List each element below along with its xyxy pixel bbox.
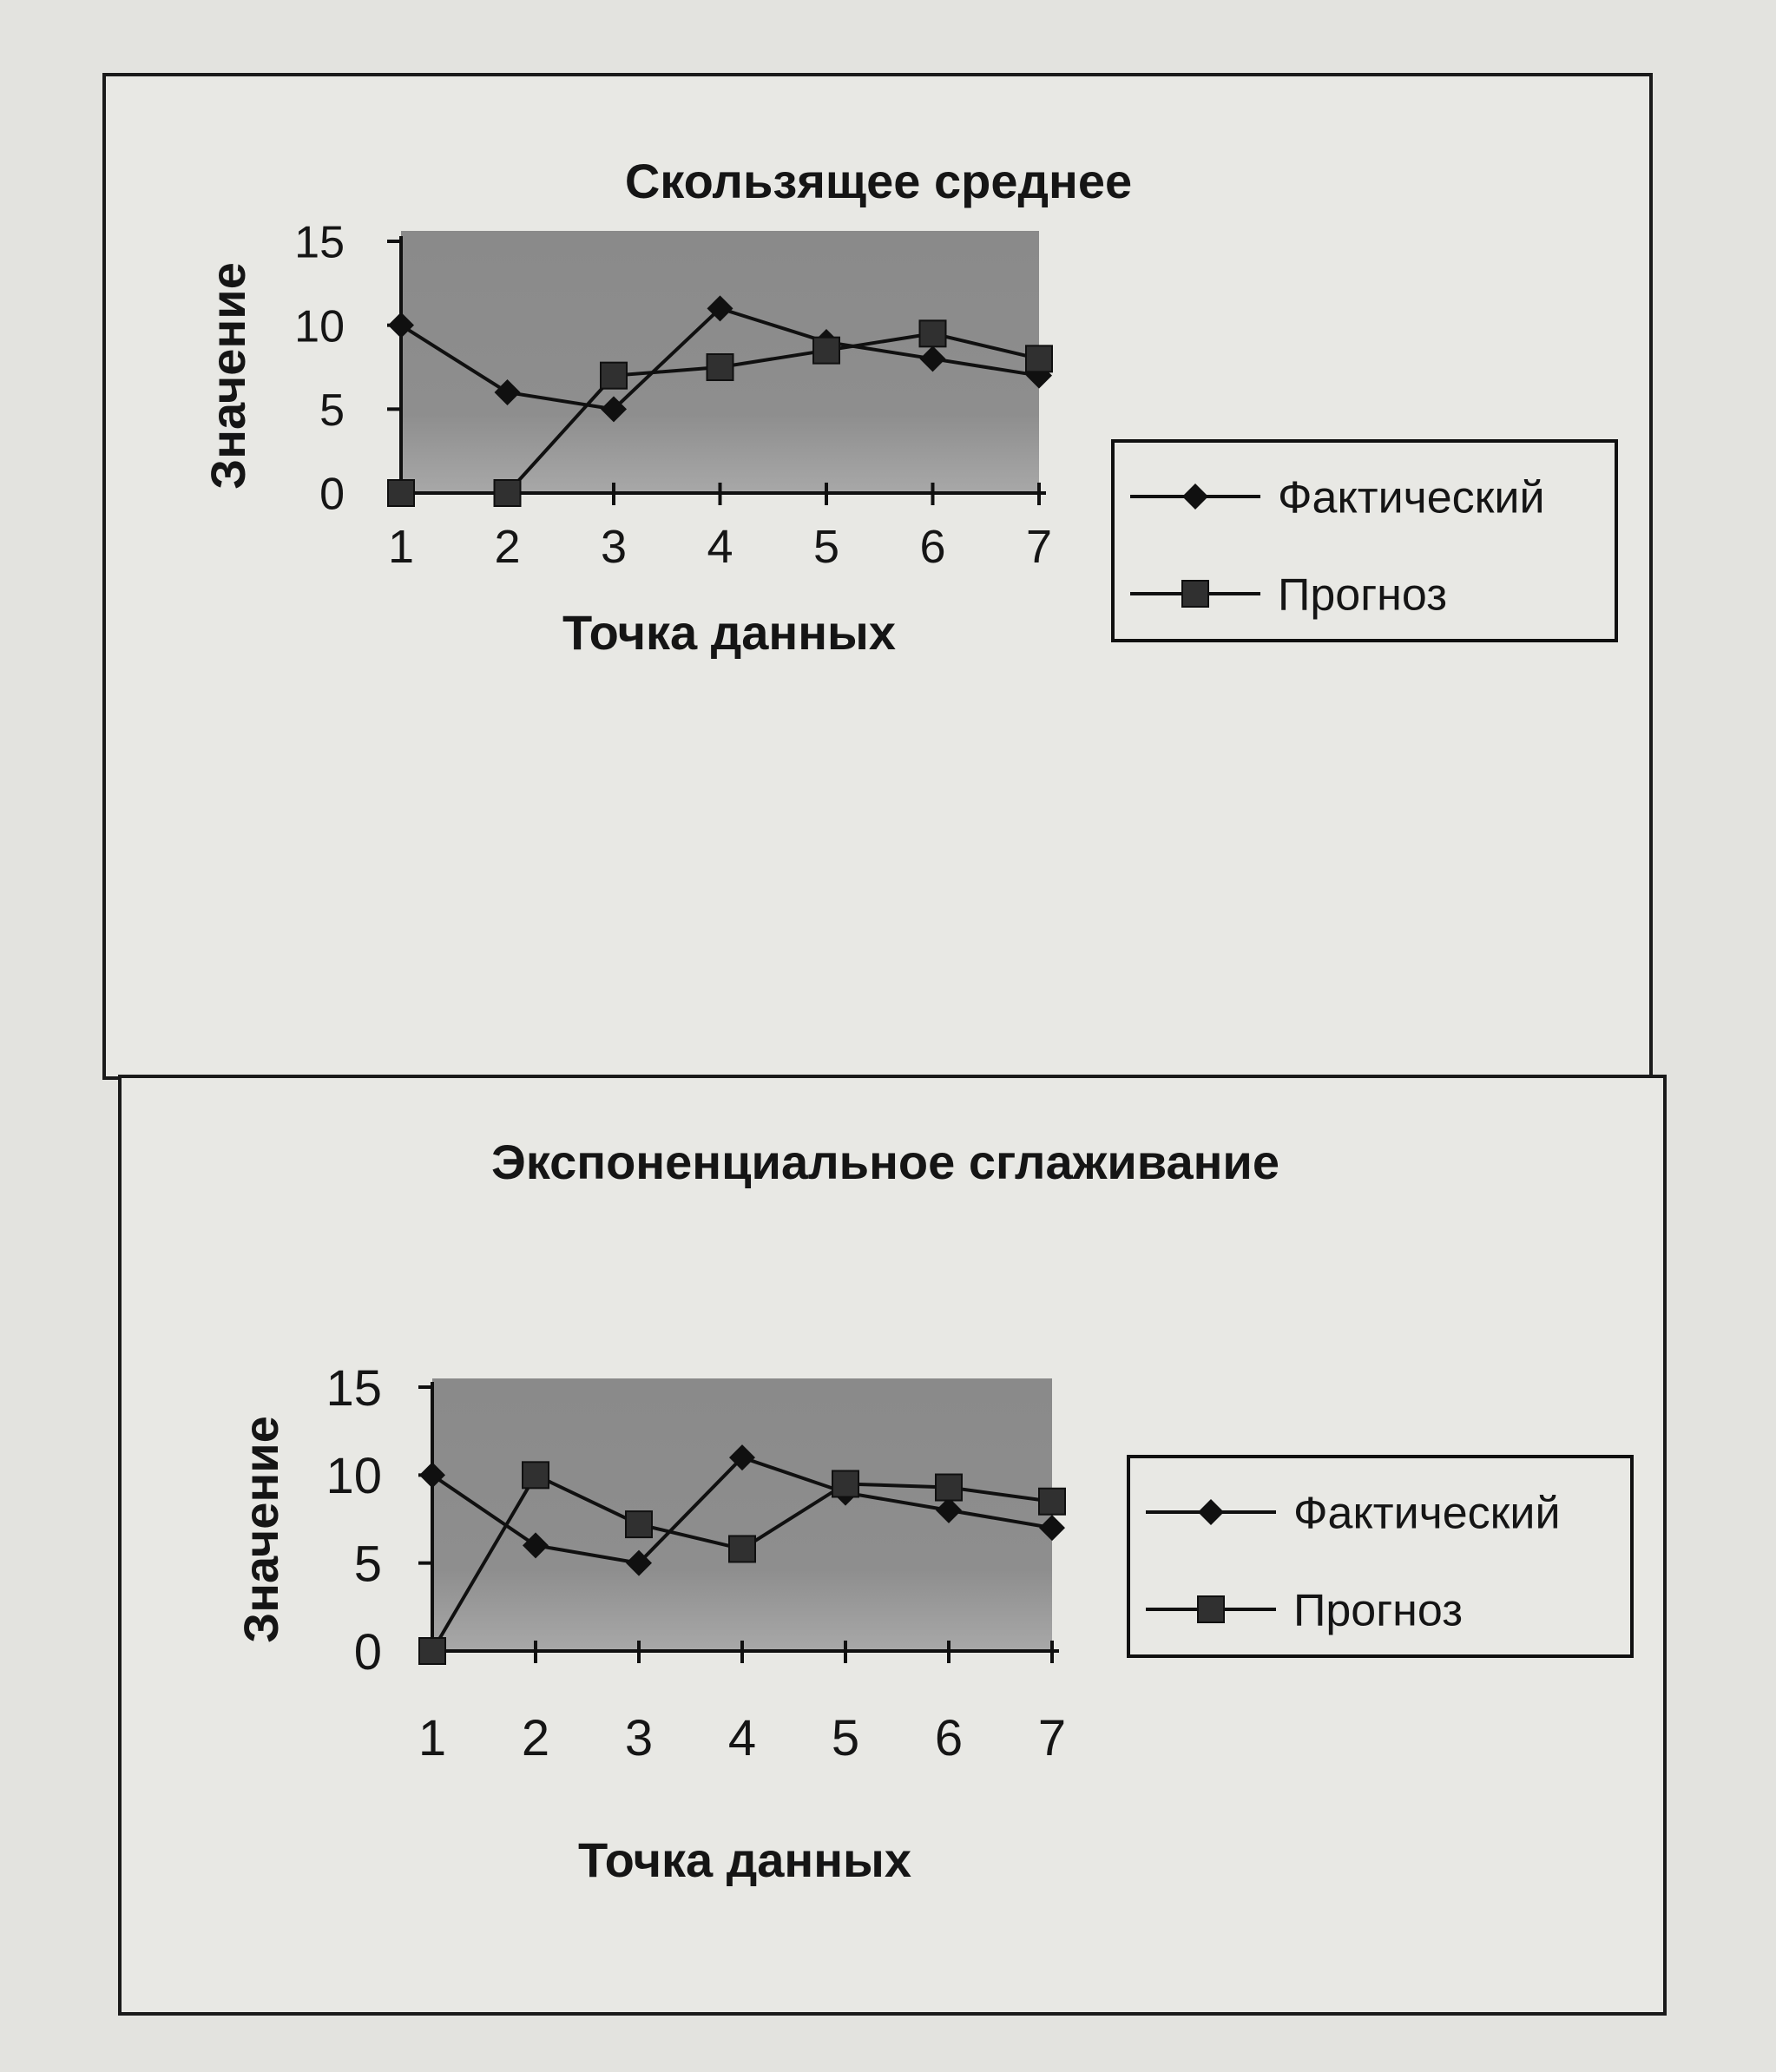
x-tick-label: 7 <box>1025 521 1053 573</box>
y-tick-label: 0 <box>319 469 345 520</box>
forecast-point <box>601 363 627 389</box>
exponential-smoothing-chart-title: Экспоненциальное сглаживание <box>491 1135 1279 1189</box>
y-tick-label: 15 <box>294 217 345 268</box>
forecast-point <box>832 1470 858 1496</box>
x-tick-label: 2 <box>494 521 521 573</box>
y-tick-label: 10 <box>326 1448 382 1505</box>
legend-square-marker <box>1198 1596 1224 1622</box>
y-tick-label: 0 <box>353 1623 382 1681</box>
exponential-smoothing-y-axis-label: Значение <box>234 1416 288 1643</box>
y-tick-label: 5 <box>319 385 345 437</box>
x-tick-label: 7 <box>1037 1710 1067 1766</box>
x-tick-label: 3 <box>624 1710 654 1766</box>
legend-label: Фактический <box>1293 1488 1561 1539</box>
x-tick-label: 6 <box>919 521 946 573</box>
legend-label: Фактический <box>1278 472 1545 523</box>
y-tick-label: 5 <box>353 1536 382 1593</box>
legend-label: Прогноз <box>1293 1585 1464 1636</box>
chart-panel-moving-average <box>102 73 1653 1080</box>
forecast-point <box>495 480 521 506</box>
forecast-point <box>707 354 733 380</box>
chart-panel-exponential-smoothing <box>118 1075 1667 2016</box>
forecast-point <box>388 480 414 506</box>
x-tick-label: 6 <box>934 1710 964 1766</box>
exponential-smoothing-x-axis-label: Точка данных <box>577 1832 912 1887</box>
x-tick-label: 5 <box>812 521 840 573</box>
x-tick-label: 5 <box>831 1710 860 1766</box>
moving-average-chart-title: Скользящее среднее <box>624 154 1133 208</box>
legend-diamond-marker <box>1198 1499 1224 1525</box>
x-tick-label: 4 <box>727 1710 757 1766</box>
forecast-point <box>1026 345 1052 372</box>
forecast-point <box>936 1475 962 1501</box>
legend-square-marker <box>1182 581 1208 607</box>
x-tick-label: 4 <box>707 521 733 573</box>
moving-average-chart <box>106 76 1649 1076</box>
forecast-point <box>1039 1489 1065 1515</box>
moving-average-y-axis-label: Значение <box>201 262 255 490</box>
forecast-point <box>523 1462 549 1488</box>
x-tick-label: 1 <box>387 521 415 573</box>
y-tick-label: 10 <box>294 301 345 352</box>
exponential-smoothing-plot-area <box>432 1378 1052 1651</box>
moving-average-x-axis-label: Точка данных <box>562 605 897 660</box>
exponential-smoothing-chart <box>122 1078 1663 2012</box>
forecast-point <box>813 338 839 364</box>
legend-label: Прогноз <box>1278 569 1448 621</box>
x-tick-label: 1 <box>418 1710 447 1766</box>
x-tick-label: 3 <box>600 521 628 573</box>
forecast-point <box>729 1536 755 1562</box>
y-tick-label: 15 <box>326 1359 382 1417</box>
forecast-point <box>419 1638 445 1664</box>
forecast-point <box>920 320 946 346</box>
forecast-point <box>626 1511 652 1537</box>
legend-diamond-marker <box>1182 483 1208 510</box>
x-tick-label: 2 <box>521 1710 550 1766</box>
